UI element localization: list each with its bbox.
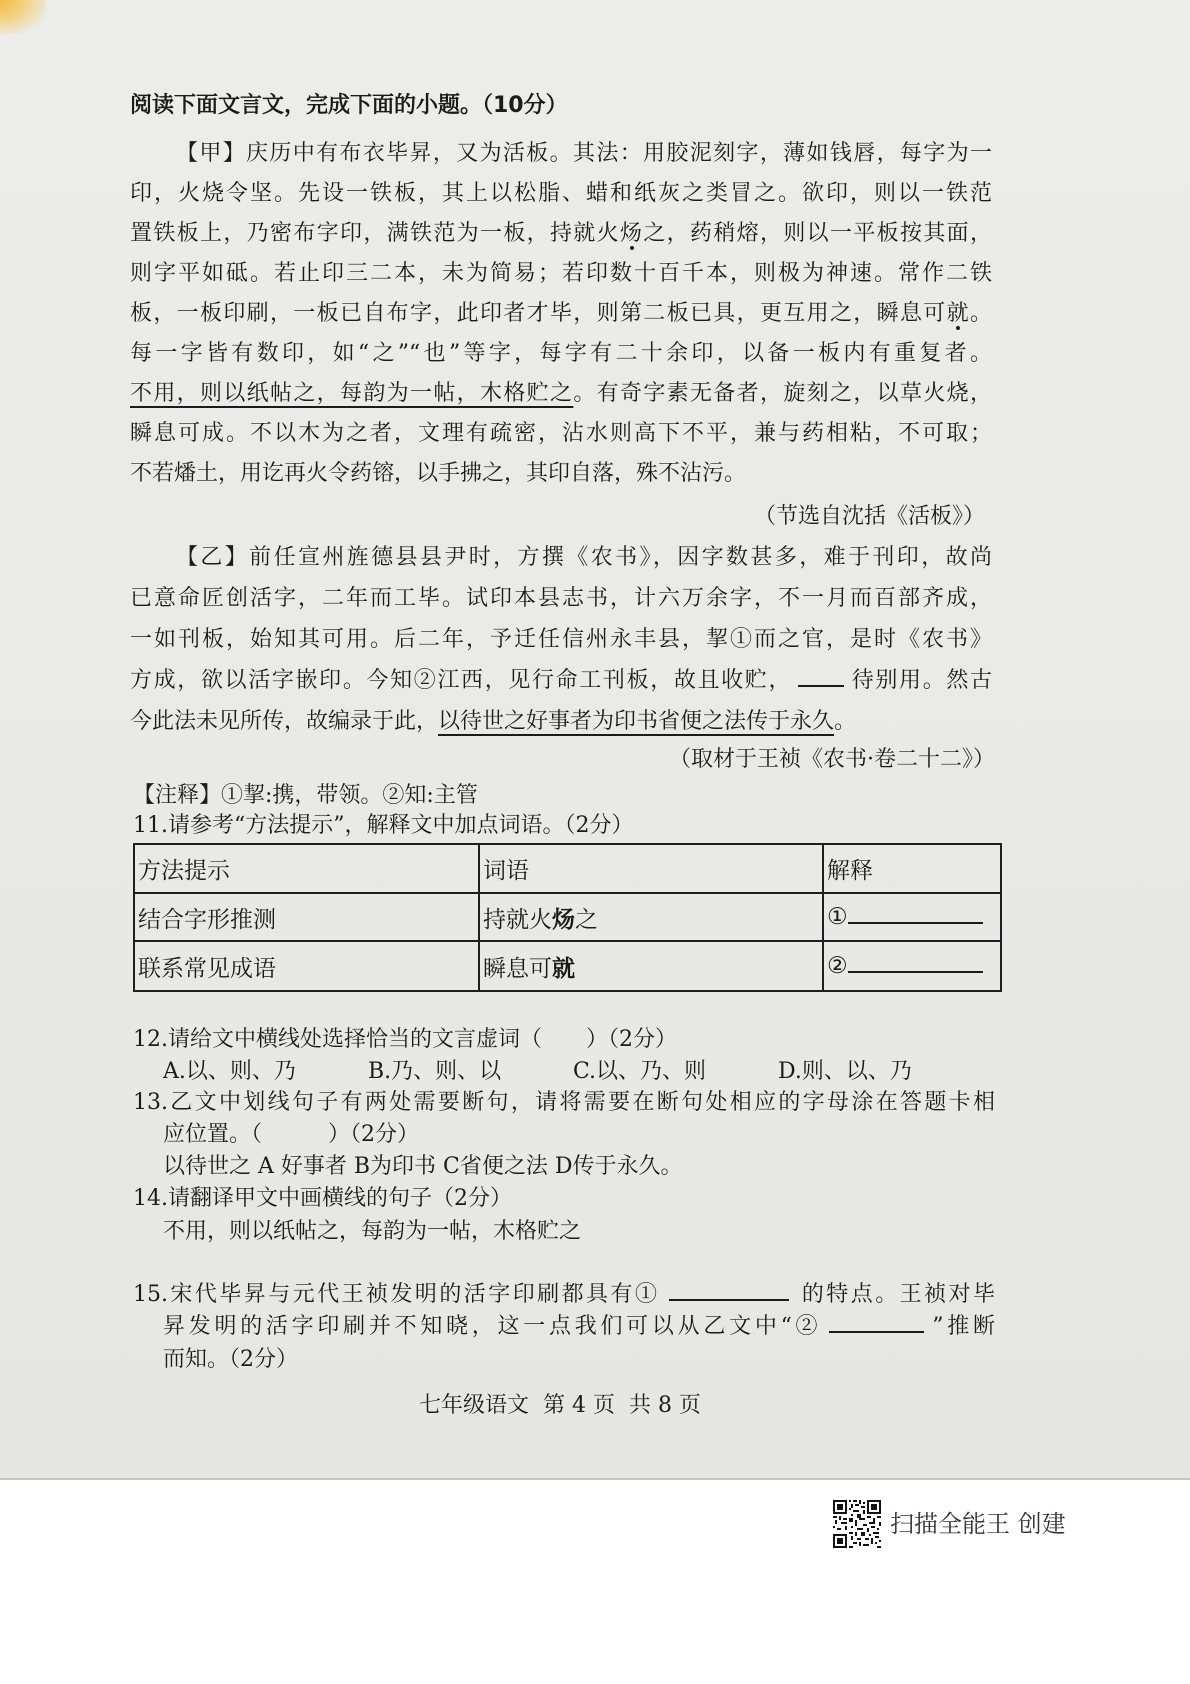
question-15-line [133, 1279, 995, 1311]
table-header-row [134, 844, 1001, 893]
question-11-prompt: 11.请参考“方法提示”，解释文中加点词语。（2分） [133, 813, 634, 838]
option-b: B.乃、则、以 [368, 1059, 502, 1084]
answer-cell [823, 893, 1001, 941]
line-text: 。 [834, 709, 857, 734]
table-header-cell: 解释 [823, 844, 1001, 893]
annotation-notes: 【注释】①挈:携，带领。②知:主管 [133, 783, 478, 808]
qr-code-icon [833, 1500, 881, 1548]
line-text: 置铁板上，乃密布字印，满铁范为一板，持就火 [130, 221, 620, 246]
line-text: ”推断 [932, 1314, 995, 1339]
passage-jia-line [130, 294, 992, 334]
method-cell: 结合字形推测 [134, 893, 479, 941]
question-12-prompt: 12.请给文中横线处选择恰当的文言虚词（ ）（2分） [133, 1027, 677, 1052]
underlined-sentence: 不用，则以纸帖之，每韵为一帖，木格贮之 [130, 381, 574, 406]
line-text: 每一字皆有数印，如“之”“也”等字，每字有二十余印，以备一板内有重复者。 [130, 341, 992, 366]
answer-number: ① [827, 904, 848, 930]
line-text: 待别用。然古 [850, 668, 992, 693]
passage-jia-line [130, 334, 992, 374]
line-text: 方成，欲以活字嵌印。今知②江西，见行命工刊板，故且收贮， [130, 668, 793, 693]
dotted-word-character: 就 [552, 954, 575, 982]
passage-jia-line [130, 254, 992, 294]
question-14-prompt: 14.请翻译甲文中画横线的句子（2分） [133, 1186, 512, 1211]
line-text: 印，火烧令坚。先设一铁板，其上以松脂、蜡和纸灰之类冒之。欲印，则以一铁范 [130, 181, 992, 206]
source-citation-jia: （节选自沈括《活板》） [753, 504, 985, 529]
underlined-sentence: 以待世之好事者为印书省便之法传于永久 [438, 709, 835, 734]
table-row [134, 893, 1001, 941]
source-citation-yi: （取材于王祯《农书·卷二十二》） [669, 747, 995, 772]
question-15-line: 而知。（2分） [163, 1347, 298, 1372]
answer-blank [848, 953, 983, 973]
option-c: C.以、乃、则 [573, 1059, 707, 1084]
option-a: A.以、则、乃 [163, 1059, 296, 1084]
question-13-line: 应位置。（ ）（2分） [163, 1122, 419, 1147]
table-header-cell: 方法提示 [134, 844, 479, 893]
word-cell [479, 941, 823, 991]
answer-blank [829, 1313, 924, 1333]
answer-cell [823, 941, 1001, 991]
question-13-sentence: 以待世之 A 好事者 B为印书 C省便之法 D传于永久。 [163, 1154, 683, 1179]
line-text: 板，一板印刷，一板已自布字，此印者才毕，则第二板已具，更互用之，瞬息可 [130, 301, 947, 326]
line-text: 昇发明的活字印刷并不知晓，这一点我们可以从乙文中“② [163, 1314, 822, 1339]
line-text: 则字平如砥。若止印三二本，未为简易；若印数十百千本，则极为神速。常作二铁 [130, 261, 992, 286]
answer-blank [669, 1281, 789, 1301]
line-text: 已意命匠创活字，二年而工毕。试印本县志书，计六万余字，不一月而百部齐成， [130, 586, 992, 611]
method-table [133, 843, 1002, 992]
passage-jia [130, 134, 992, 494]
table-row [134, 941, 1001, 991]
dotted-word-character: 炀 [552, 905, 575, 933]
line-text: 瞬息可成。不以木为之者，文理有疏密，沾水则高下不平，兼与药相粘，不可取； [130, 421, 992, 446]
question-15-line [163, 1311, 995, 1343]
passage-yi-line [130, 578, 992, 619]
line-text: 一如刊板，始知其可用。后二年，予迁任信州永丰县，挈①而之官，是时《农书》 [130, 627, 992, 652]
passage-yi [130, 537, 992, 742]
line-text: 的特点。王祯对毕 [799, 1282, 995, 1307]
line-text: 15.宋代毕昇与元代王祯发明的活字印刷都具有① [133, 1282, 660, 1307]
passage-jia-line [130, 454, 992, 494]
answer-blank [848, 904, 983, 924]
line-text: 不若燔土，用讫再火令药镕，以手拂之，其印自落，殊不沾污。 [130, 461, 747, 486]
passage-jia-line [130, 214, 992, 254]
line-text: 今此法未见所传，故编录于此， [130, 709, 439, 734]
line-text: 。有奇字素无备者，旋刻之，以草火烧， [573, 381, 992, 406]
scanner-watermark-text: 扫描全能王 创建 [890, 1510, 1066, 1538]
page-footer: 七年级语文 第 4 页 共 8 页 [419, 1393, 701, 1418]
answer-number: ② [827, 953, 848, 979]
passage-yi-line [130, 619, 992, 660]
word-cell [479, 893, 823, 941]
question-13-line: 13.乙文中划线句子有两处需要断句，请将需要在断句处相应的字母涂在答题卡相 [133, 1090, 995, 1115]
passage-jia-line [130, 174, 992, 214]
passage-yi-line [130, 660, 992, 701]
word-text: 瞬息可 [483, 955, 552, 982]
fill-in-blank [798, 667, 844, 687]
section-title: 阅读下面文言文，完成下面的小题。（10分） [130, 93, 568, 118]
dotted-character: 就 [946, 301, 970, 326]
question-14-sentence: 不用，则以纸帖之，每韵为一帖，木格贮之 [163, 1219, 582, 1244]
question-12-options [163, 1056, 983, 1088]
dotted-character: 炀 [619, 221, 644, 246]
passage-jia-line [130, 134, 992, 174]
line-text: 之，药稍熔，则以一平板按其面， [643, 221, 992, 246]
method-cell: 联系常见成语 [134, 941, 479, 991]
passage-yi-line [130, 701, 992, 742]
word-text: 持就火 [483, 906, 552, 933]
word-text: 之 [575, 906, 598, 933]
line-text: 【甲】庆历中有布衣毕昇，又为活板。其法：用胶泥刻字，薄如钱唇，每字为一 [176, 141, 992, 166]
line-text: 。 [969, 301, 992, 326]
option-d: D.则、以、乃 [778, 1059, 912, 1084]
passage-jia-line [130, 414, 992, 454]
table-header-cell: 词语 [479, 844, 823, 893]
passage-yi-line [130, 537, 992, 578]
line-text: 【乙】前任宣州旌德县县尹时，方撰《农书》，因字数甚多，难于刊印，故尚 [176, 545, 992, 570]
passage-jia-line [130, 374, 992, 414]
paper-corner-stain [0, 0, 46, 34]
